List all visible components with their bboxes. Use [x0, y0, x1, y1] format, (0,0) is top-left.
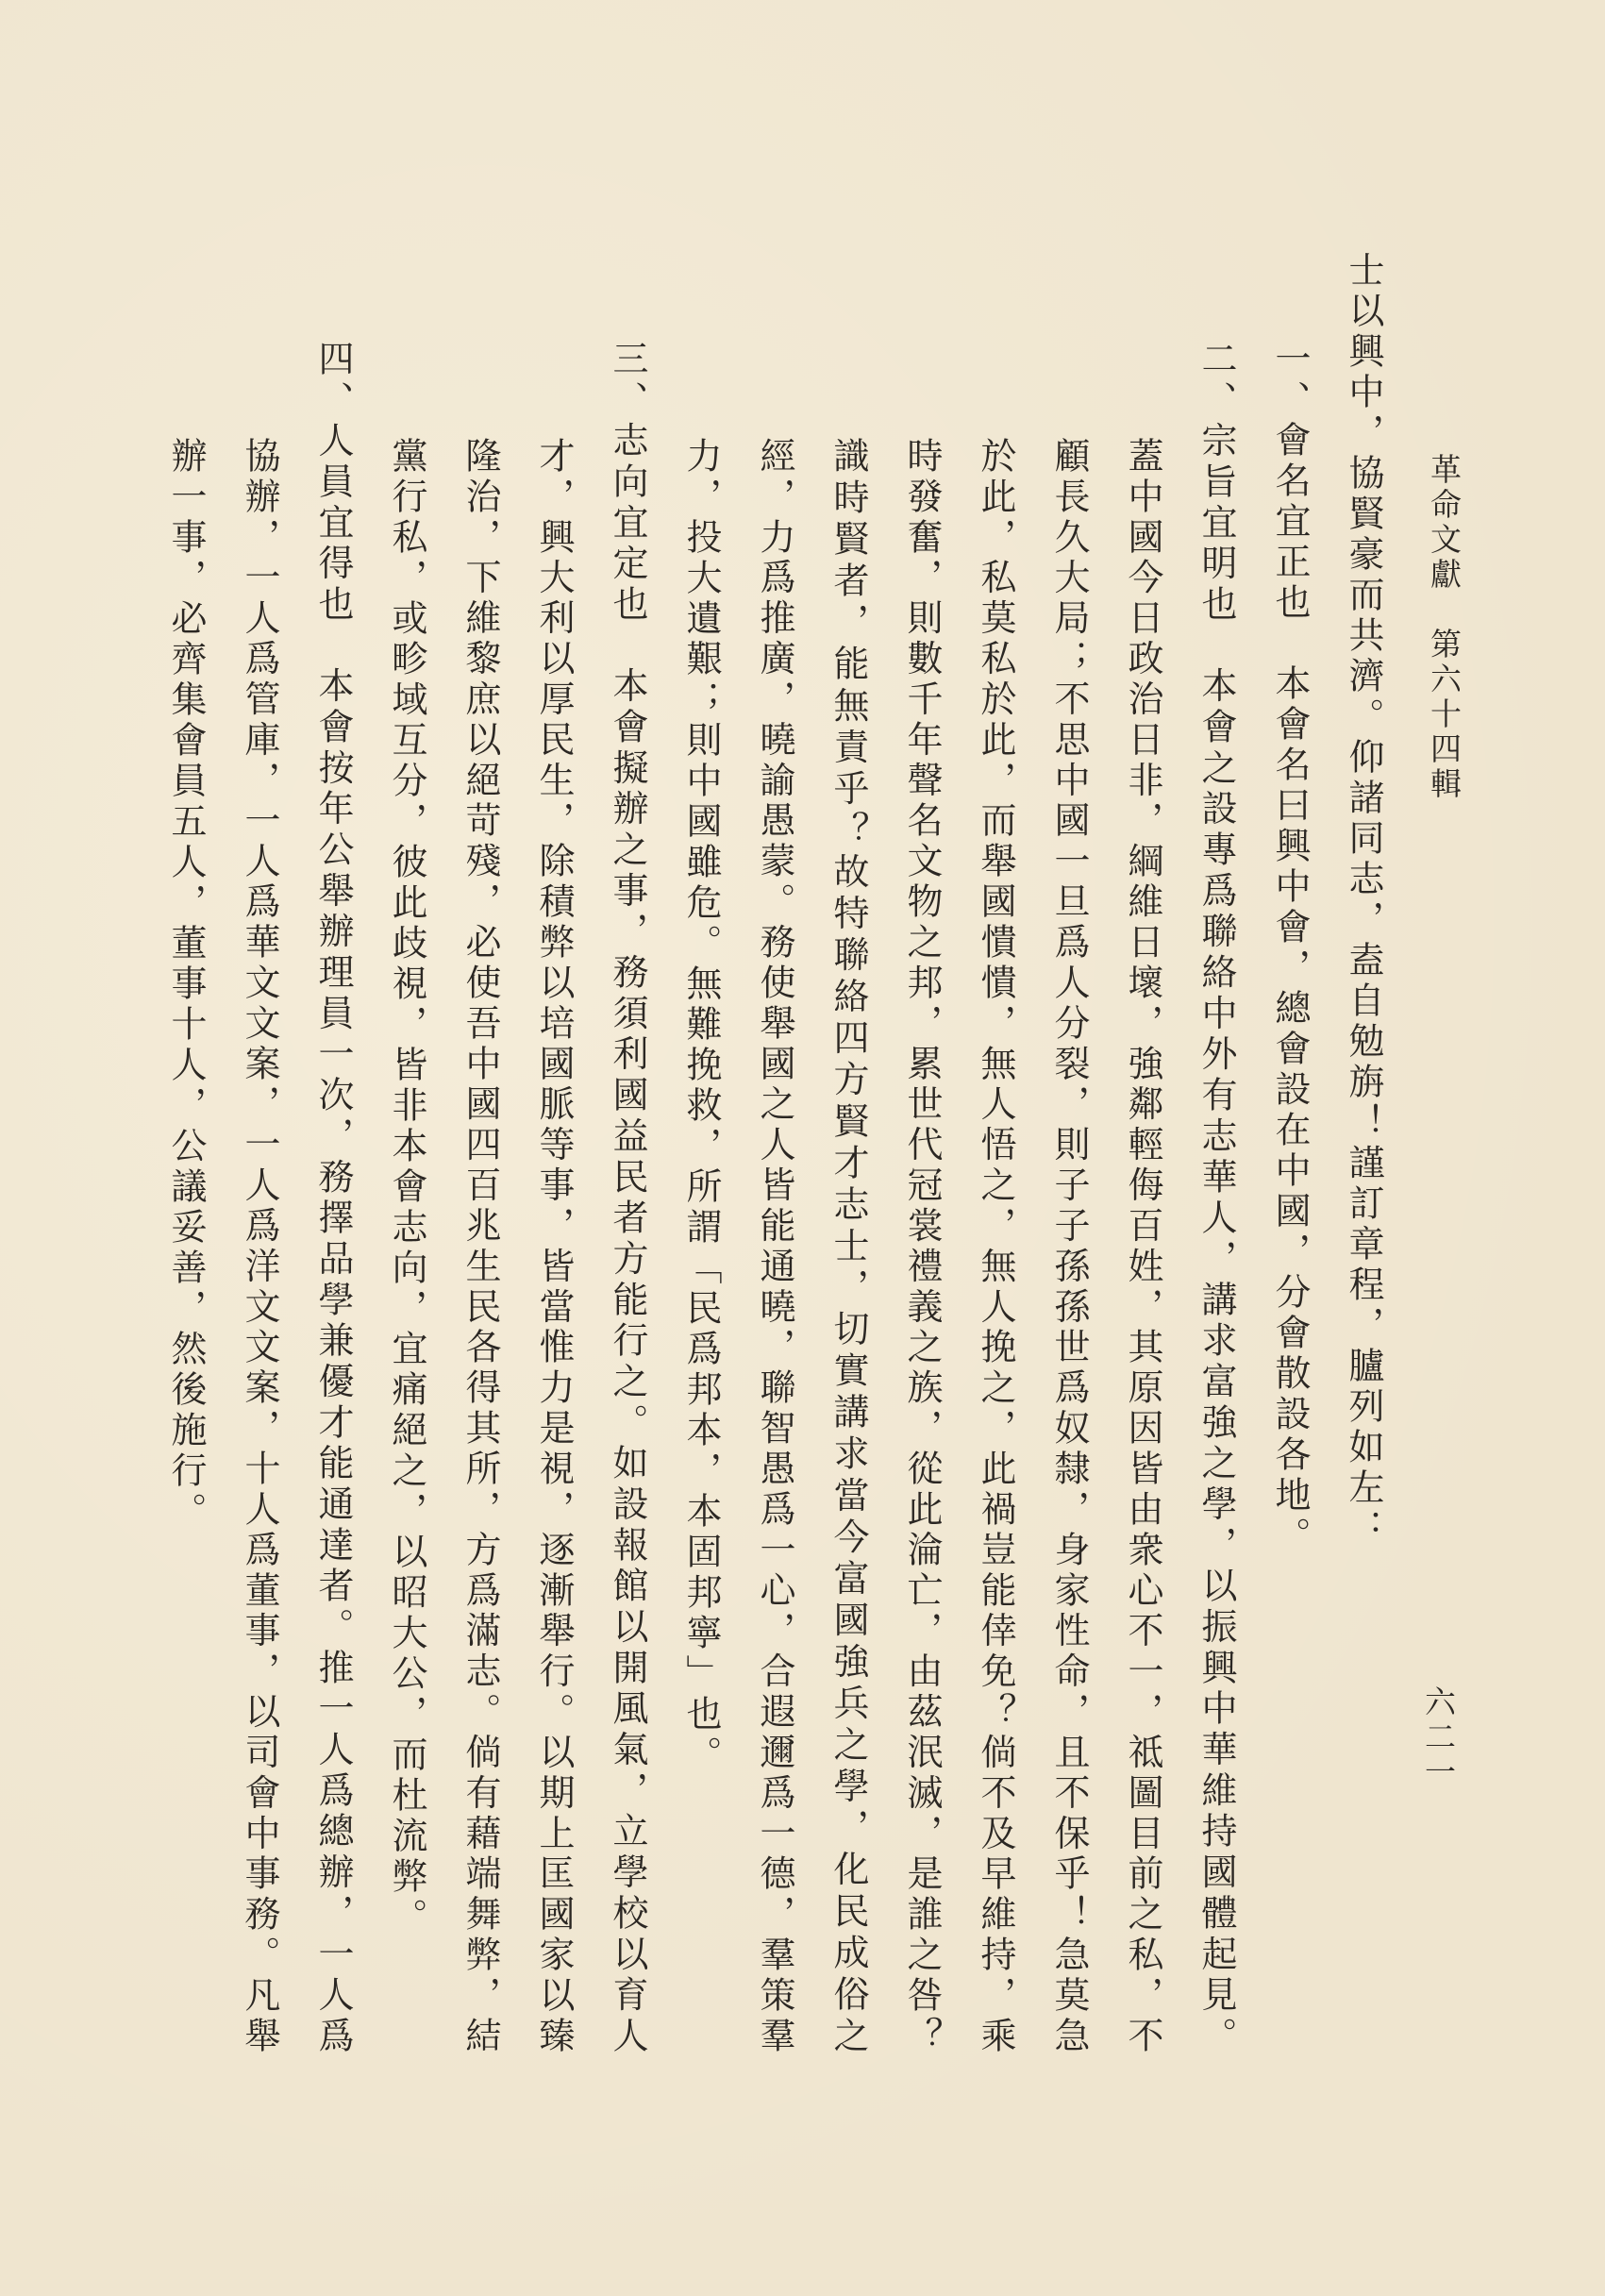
section-1-heading: 一、會名宜正也 本會名曰興中會，總會設在中國，分會散設各地。	[1269, 340, 1311, 1557]
text-column-4: 蓋中國今日政治日非，綱維日壞，強鄰輕侮百姓，其原因皆由衆心不一，祗圖目前之私，不	[1122, 437, 1163, 2053]
text-column-17: 辦一事，必齊集會員五人，董事十人，公議妥善，然後施行。	[165, 437, 207, 1533]
text-column-13: 隆治，下維黎庶以絕苛殘，必使吾中國四百兆生民各得其所，方爲滿志。倘有藉端舞弊，結	[460, 437, 501, 2053]
text-column-1: 士以興中，協賢豪而共濟。仰諸同志，盍自勉旃！謹訂章程，臚列如左：	[1343, 251, 1384, 1550]
page-number: 六二一	[1420, 1685, 1457, 1790]
text-column-14: 黨行私，或畛域互分，彼此歧視，皆非本會志向，宜痛絕之，以昭大公，而杜流弊。	[386, 437, 427, 1938]
text-column-16: 協辦，一人爲管庫，一人爲華文文案，一人爲洋文文案，十人爲董事，以司會中事務。凡舉	[239, 437, 280, 2053]
text-column-10: 力，投大遺艱；則中國雖危。無難挽救，所謂「民爲邦本，本固邦寧」也。	[680, 437, 722, 1776]
section-3-heading: 三、志向宜定也 本會擬辦之事，務須利國益民者方能行之。如設報館以開風氣，立學校以育人	[607, 340, 648, 2053]
text-column-8: 識時賢者，能無責乎？故特聯絡四方賢才志士，切實講求當今富國強兵之學，化民成俗之	[828, 437, 869, 2053]
text-column-12: 才，興大利以厚民生，除積弊以培國脈等事，皆當惟力是視，逐漸舉行。以期上匡國家以臻	[533, 437, 575, 2053]
text-column-5: 顧長久大局；不思中國一旦爲人分裂，則子子孫孫世爲奴隸，身家性命，且不保乎！急莫急	[1048, 437, 1090, 2053]
text-column-6: 於此，私莫私於此，而舉國憒憒，無人悟之，無人挽之，此禍豈能倖免？倘不及早維持，乘	[975, 437, 1016, 2053]
text-column-9: 經，力爲推廣，曉諭愚蒙。務使舉國之人皆能通曉，聯智愚爲一心，合遐邇爲一德，羣策羣	[754, 437, 795, 2053]
text-column-7: 時發奮，則數千年聲名文物之邦，累世代冠裳禮義之族，從此淪亡，由茲泯滅，是誰之咎？	[901, 437, 943, 2053]
section-2-heading: 二、宗旨宜明也 本會之設專爲聯絡中外有志華人，講求富強之學，以振興中華維持國體起見。	[1195, 340, 1237, 2053]
running-header-title: 革命文獻 第六十四輯	[1426, 453, 1463, 802]
section-4-heading: 四、人員宜得也 本會按年公舉辦理員一次，務擇品學兼優才能通達者。推一人爲總辦，一人爲	[312, 340, 354, 2053]
